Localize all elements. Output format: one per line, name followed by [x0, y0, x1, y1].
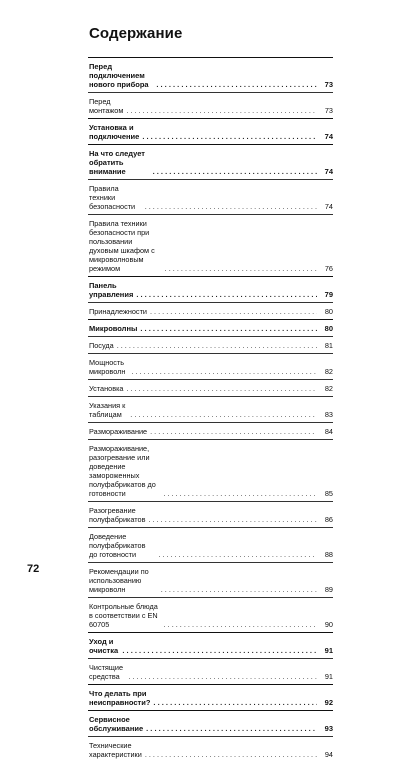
toc-leader: [130, 410, 317, 419]
toc-leader: [146, 724, 317, 733]
toc-entry-title: Доведение полуфабрикатов до готовности: [89, 532, 146, 559]
toc-entry-page: 73: [324, 106, 333, 115]
toc-entry-page: 91: [324, 672, 333, 681]
table-of-contents: [88, 57, 333, 762]
toc-entry[interactable]: [88, 632, 333, 658]
toc-entry-page: 74: [324, 167, 333, 176]
toc-entry[interactable]: [88, 336, 333, 353]
toc-entry-page: 92: [324, 698, 333, 707]
toc-entry-title: Чистящие средства: [89, 663, 124, 681]
toc-entry-title: Мощность микроволн: [89, 358, 126, 376]
toc-entry-page: 82: [324, 367, 333, 376]
toc-leader: [158, 550, 317, 559]
toc-entry[interactable]: [88, 658, 333, 684]
toc-leader: [127, 384, 318, 393]
toc-entry-title: Рекомендации по использованию микроволн: [89, 567, 149, 594]
toc-leader: [161, 585, 317, 594]
toc-entry-page: 86: [324, 515, 333, 524]
toc-leader: [126, 106, 317, 115]
toc-entry[interactable]: [88, 118, 333, 144]
toc-leader: [149, 515, 318, 524]
toc-entry-title: На что следует обратить внимание: [89, 149, 145, 176]
toc-entry-title: Панель управления: [89, 281, 134, 299]
toc-leader: [140, 324, 317, 333]
toc-leader: [145, 750, 317, 759]
toc-entry-page: 81: [324, 341, 333, 350]
toc-entry-title: Перед подключением нового прибора: [89, 62, 149, 89]
toc-entry[interactable]: [88, 422, 333, 439]
toc-entry-page: 83: [324, 410, 333, 419]
toc-entry[interactable]: [88, 501, 333, 527]
toc-entry-title: Правила техники безопасности при пользовании духовым шкафом с микроволновым режимом: [89, 219, 155, 273]
toc-entry-title: Разогревание полуфабрикатов: [89, 506, 146, 524]
toc-leader: [145, 202, 317, 211]
toc-leader: [131, 367, 317, 376]
toc-entry-title: Размораживание: [89, 427, 148, 436]
toc-leader: [164, 620, 317, 629]
toc-leader: [153, 167, 317, 176]
toc-entry[interactable]: [88, 379, 333, 396]
toc-entry-title: Правила техники безопасности: [89, 184, 136, 211]
toc-entry[interactable]: [88, 319, 333, 336]
page-title: Содержание: [89, 25, 183, 42]
toc-leader: [117, 341, 317, 350]
toc-entry[interactable]: [88, 92, 333, 118]
toc-entry-page: 80: [324, 324, 333, 333]
toc-entry-page: 88: [324, 550, 333, 559]
toc-entry-page: 93: [324, 724, 333, 733]
toc-entry-title: Установка: [89, 384, 124, 393]
toc-entry-page: 90: [324, 620, 333, 629]
toc-entry[interactable]: [88, 302, 333, 319]
page-number: 72: [27, 563, 40, 575]
toc-entry-title: Посуда: [89, 341, 114, 350]
toc-entry-page: 91: [324, 646, 333, 655]
toc-entry[interactable]: [88, 353, 333, 379]
toc-entry[interactable]: [88, 562, 333, 597]
toc-leader: [136, 290, 317, 299]
toc-entry[interactable]: [88, 527, 333, 562]
toc-entry-title: Установка и подключение: [89, 123, 140, 141]
toc-entry-page: 74: [324, 202, 333, 211]
toc-entry-page: 80: [324, 307, 333, 316]
toc-leader: [165, 264, 317, 273]
toc-leader: [156, 80, 317, 89]
toc-entry-page: 89: [324, 585, 333, 594]
toc-leader: [122, 646, 317, 655]
toc-entry-page: 85: [324, 489, 333, 498]
toc-entry-title: Микроволны: [89, 324, 138, 333]
toc-entry[interactable]: [88, 144, 333, 179]
toc-entry-page: 79: [324, 290, 333, 299]
toc-entry[interactable]: [88, 276, 333, 302]
toc-entry[interactable]: [88, 736, 333, 762]
toc-entry-title: Технические характеристики: [89, 741, 142, 759]
toc-leader: [153, 698, 317, 707]
toc-entry-title: Указания к таблицам: [89, 401, 126, 419]
toc-entry-title: Контрольные блюда в соответствии с EN 60705: [89, 602, 158, 629]
toc-entry-title: Что делать при неисправности?: [89, 689, 151, 707]
toc-leader: [150, 427, 317, 436]
toc-entry-title: Сервисное обслуживание: [89, 715, 144, 733]
toc-leader: [142, 132, 317, 141]
toc-entry[interactable]: [88, 597, 333, 632]
toc-entry[interactable]: [88, 684, 333, 710]
toc-entry-title: Перед монтажом: [89, 97, 124, 115]
toc-entry-title: Размораживание, разогревание или доведение замороженных полуфабрикатов до готовности: [89, 444, 156, 498]
toc-entry[interactable]: [88, 710, 333, 736]
toc-entry-page: 74: [324, 132, 333, 141]
toc-leader: [150, 307, 317, 316]
toc-entry-page: 94: [324, 750, 333, 759]
toc-entry[interactable]: [88, 179, 333, 214]
toc-leader: [128, 672, 317, 681]
toc-entry-page: 84: [324, 427, 333, 436]
toc-entry-page: 73: [324, 80, 333, 89]
toc-entry[interactable]: [88, 57, 333, 92]
toc-leader: [163, 489, 317, 498]
toc-entry[interactable]: [88, 396, 333, 422]
toc-entry-title: Уход и очистка: [89, 637, 119, 655]
toc-entry-page: 82: [324, 384, 333, 393]
toc-entry-title: Принадлежности: [89, 307, 147, 316]
toc-entry-page: 76: [324, 264, 333, 273]
toc-entry[interactable]: [88, 214, 333, 276]
toc-entry[interactable]: [88, 439, 333, 501]
